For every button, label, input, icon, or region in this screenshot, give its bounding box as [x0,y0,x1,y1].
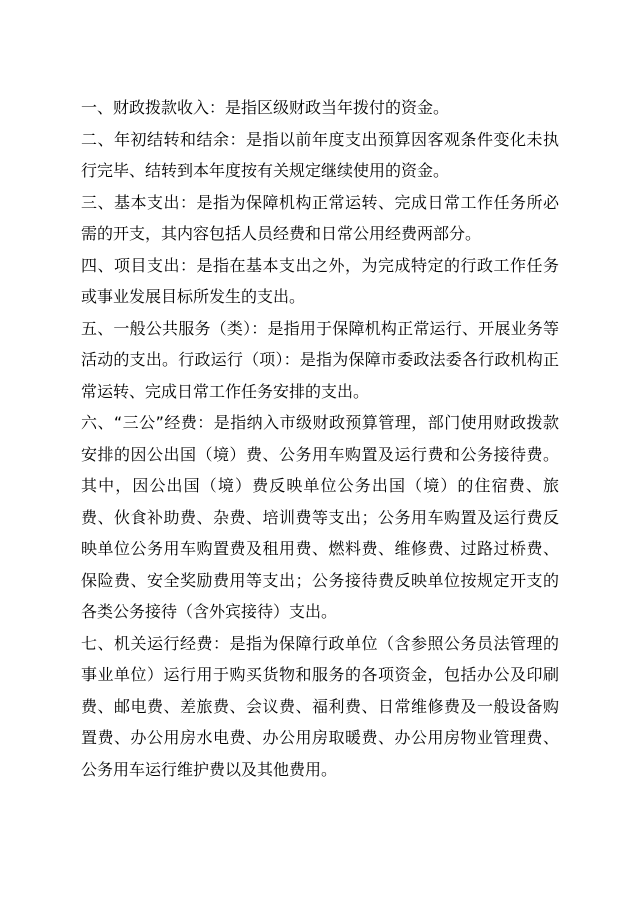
paragraph-carryover-and-balance: 二、年初结转和结余：是指以前年度支出预算因客观条件变化未执行完毕、结转到本年度按有关规定继续使用的资金。 [81,129,559,180]
paragraph-project-expenditure: 四、项目支出：是指在基本支出之外，为完成特定的行政工作任务或事业发展目标所发生的支出。 [81,255,559,306]
document-body [81,92,559,785]
paragraph-general-public-services: 五、一般公共服务（类）：是指用于保障机构正常运行、开展业务等活动的支出。行政运行（项）：是指为保障市委政法委各行政机构正常运转、完成日常工作任务安排的支出。 [81,318,559,401]
paragraph-financial-appropriation-income: 一、财政拨款收入：是指区级财政当年拨付的资金。 [81,98,450,117]
paragraph-three-public-expenses: 六、“三公”经费：是指纳入市级财政预算管理，部门使用财政拨款安排的因公出国（境）费、公务用车购置及运行费和公务接待费。其中，因公出国（境）费反映单位公务出国（境）的住宿费、旅费、伙食补助费、杂费、培训费等支出；公务用车购置及运行费反映单位公务用车购置费及租用费、燃料费、维修费、过路过桥费、保险费、安全奖励费用等支出；公务接待费反映单位按规定开支的各类公务接待（含外宾接待）支出。 [81,413,559,621]
paragraph-agency-operating-expenses: 七、机关运行经费：是指为保障行政单位（含参照公务员法管理的事业单位）运行用于购买货物和服务的各项资金，包括办公及印刷费、邮电费、差旅费、会议费、福利费、日常维修费及一般设备购置费、办公用房水电费、办公用房取暖费、办公用房物业管理费、公务用车运行维护费以及其他费用。 [81,633,559,779]
paragraph-basic-expenditure: 三、基本支出：是指为保障机构正常运转、完成日常工作任务所必需的开支，其内容包括人员经费和日常公用经费两部分。 [81,192,559,243]
